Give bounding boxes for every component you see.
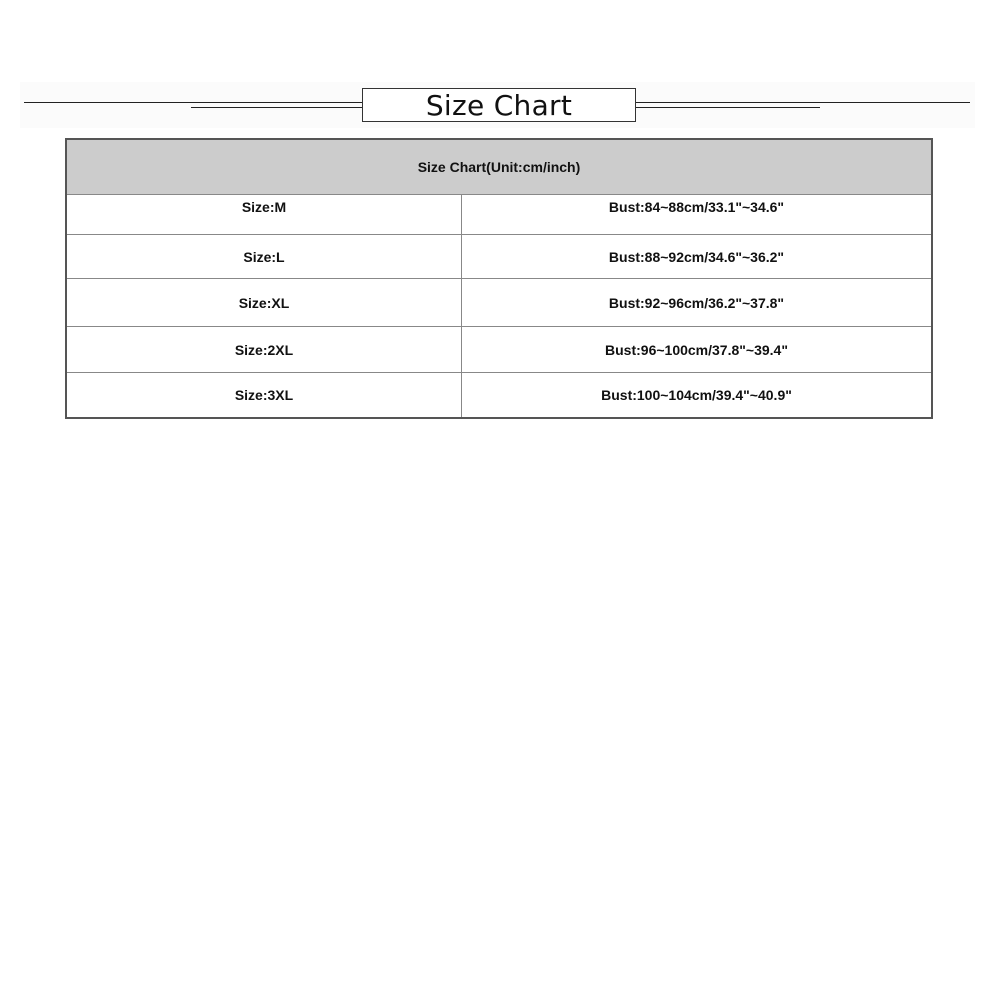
- size-cell: Size:3XL: [66, 373, 462, 418]
- table-caption: Size Chart(Unit:cm/inch): [66, 139, 932, 195]
- divider-line: [636, 107, 820, 108]
- page-title: Size Chart: [425, 88, 573, 122]
- divider-line: [636, 102, 970, 103]
- bust-cell: Bust:84~88cm/33.1"~34.6": [462, 195, 933, 235]
- bust-cell: Bust:88~92cm/34.6"~36.2": [462, 235, 933, 279]
- title-box: [362, 88, 636, 122]
- size-cell: Size:XL: [66, 279, 462, 327]
- size-cell: Size:2XL: [66, 327, 462, 373]
- bust-cell: Bust:100~104cm/39.4"~40.9": [462, 373, 933, 418]
- divider-line: [24, 102, 362, 103]
- bust-cell: Bust:92~96cm/36.2"~37.8": [462, 279, 933, 327]
- bust-cell: Bust:96~100cm/37.8"~39.4": [462, 327, 933, 373]
- size-cell: Size:M: [66, 195, 462, 235]
- divider-line: [191, 107, 362, 108]
- size-cell: Size:L: [66, 235, 462, 279]
- size-chart-table: [65, 138, 933, 419]
